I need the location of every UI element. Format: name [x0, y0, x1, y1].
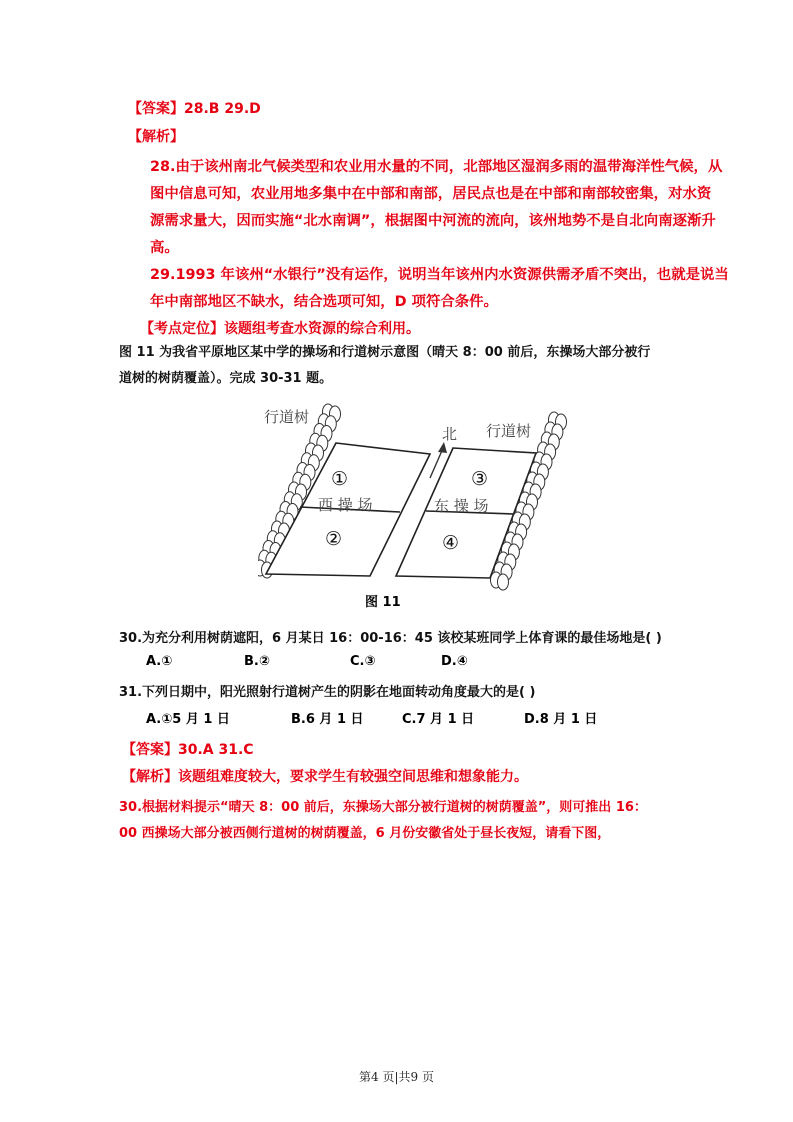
zone-2-marker: ② [325, 528, 343, 550]
kaodian-line: 【考点定位】该题组考查水资源的综合利用。 [140, 321, 420, 337]
q30-stem: 30.为充分利用树荫遮阳，6 月某日 16：00-16：45 该校某班同学上体育课的最佳场地是( ) [119, 631, 662, 646]
q30-option-d: D.④ [441, 654, 468, 669]
answer-30-31: 【答案】30.A 31.C [122, 742, 254, 758]
q31-stem: 31.下列日期中，阳光照射行道树产生的阴影在地面转动角度最大的是( ) [119, 685, 536, 700]
analysis-line-2: 【解析】该题组难度较大，要求学生有较强空间思维和想象能力。 [122, 769, 528, 785]
analysis-label-1: 【解析】 [128, 129, 184, 145]
p29-line-1: 29.1993 年该州“水银行”没有运作，说明当年该州内水资源供需矛盾不突出，也就是说当 [150, 267, 729, 283]
north-arrow-head [438, 442, 447, 453]
zone-4-marker: ④ [442, 532, 460, 554]
q31-option-c: C.7 月 1 日 [402, 712, 475, 727]
p28-line-2: 图中信息可知，农业用地多集中在中部和南部，居民点也是在中部和南部较密集，对水资 [150, 186, 712, 202]
west-field-label: 西 操 场 [318, 496, 373, 514]
q31-option-d: D.8 月 1 日 [524, 712, 598, 727]
p30-line-2: 00 西操场大部分被西侧行道树的树荫覆盖，6 月份安徽省处于昼长夜短，请看下图， [119, 826, 611, 841]
q30-option-b: B.② [244, 654, 270, 669]
tree-icon [498, 574, 509, 590]
p28-line-4: 高。 [150, 240, 179, 256]
intro-line-1: 图 11 为我省平原地区某中学的操场和行道树示意图（晴天 8：00 前后，东操场大部分被行 [119, 345, 651, 360]
q31-option-b: B.6 月 1 日 [291, 712, 364, 727]
page-footer: 第4 页|共9 页 [359, 1070, 434, 1084]
q30-option-a: A.① [146, 654, 173, 669]
intro-line-2: 道树的树荫覆盖）。完成 30-31 题。 [119, 371, 333, 386]
playground-diagram [258, 398, 570, 606]
zone-3-marker: ③ [471, 468, 489, 490]
figure-caption: 图 11 [365, 595, 401, 610]
p30-line-1: 30.根据材料提示“晴天 8：00 前后，东操场大部分被行道树的树荫覆盖”，则可推出 16： [119, 800, 647, 815]
p29-line-2: 年中南部地区不缺水，结合选项可知，D 项符合条件。 [150, 294, 498, 310]
p28-line-1: 28.由于该州南北气候类型和农业用水量的不同，北部地区湿润多雨的温带海洋性气候，从 [150, 159, 723, 175]
answer-28-29: 【答案】28.B 29.D [128, 101, 261, 117]
zone-1-marker: ① [331, 468, 349, 490]
right-trees-label: 行道树 [486, 422, 532, 440]
east-field-label: 东 操 场 [434, 497, 489, 515]
north-label: 北 [442, 425, 458, 443]
q30-option-c: C.③ [350, 654, 376, 669]
q31-option-a: A.①5 月 1 日 [146, 712, 230, 727]
left-trees-label: 行道树 [264, 408, 310, 426]
p28-line-3: 源需求量大，因而实施“北水南调”，根据图中河流的流向，该州地势不是自北向南逐渐升 [150, 213, 716, 229]
